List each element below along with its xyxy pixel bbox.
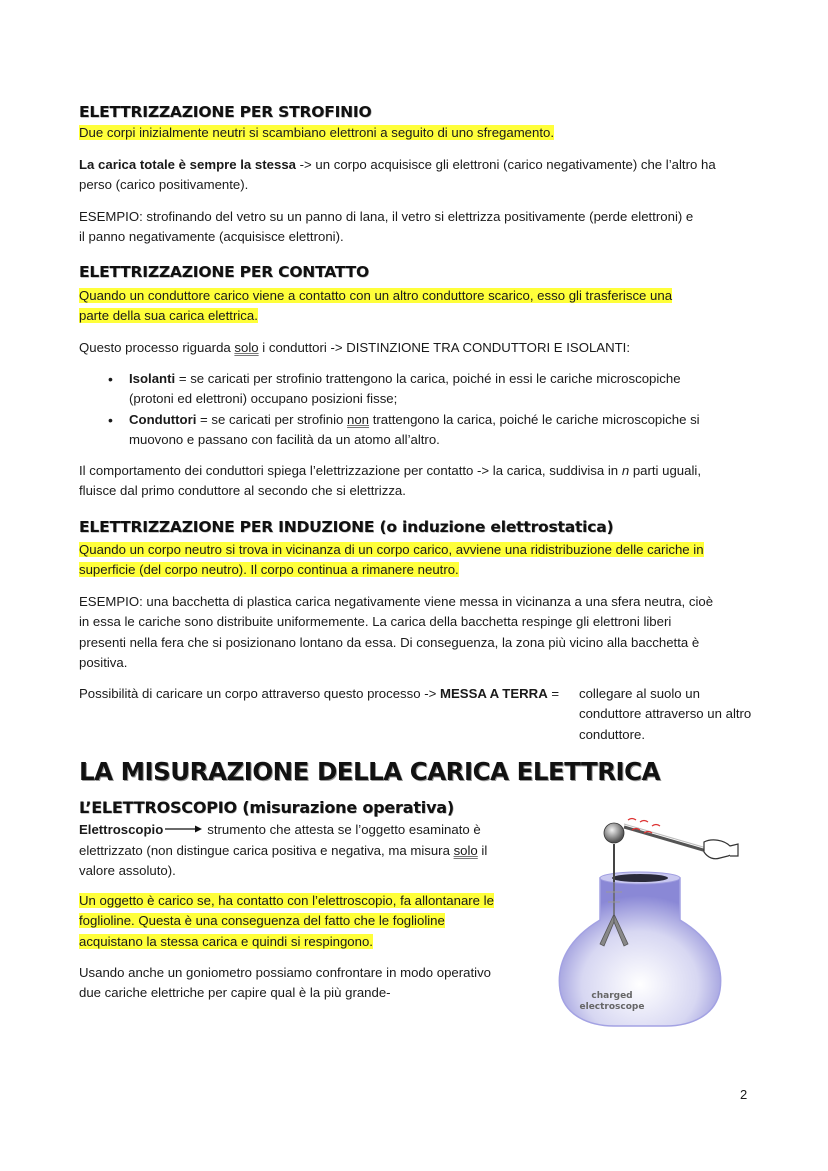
section-title-induzione: ELETTRIZZAZIONE PER INDUZIONE (o induzione elettrostatica)	[79, 518, 614, 536]
figure-caption: charged electroscope	[579, 991, 645, 1012]
bullet-icon: •	[108, 411, 113, 428]
paragraph-goniometro: Usando anche un goniometro possiamo confrontare in modo operativo due cariche elettriche per capire qual è la più grande-	[79, 965, 491, 1001]
definition-strofinio: Due corpi inizialmente neutri si scambiano elettroni a seguito di uno sfregamento.	[79, 125, 555, 140]
conductors-insulators-list	[79, 369, 779, 451]
paragraph-conduttori: Questo processo riguarda solo i conduttori -> DISTINZIONE TRA CONDUTTORI E ISOLANTI:	[79, 340, 631, 355]
section-title-contatto: ELETTRIZZAZIONE PER CONTATTO	[79, 263, 369, 281]
bullet-icon: •	[108, 371, 113, 387]
electroscope-figure	[548, 812, 748, 1032]
list-item-conduttori: • Conduttori = se caricati per strofinio non trattengono la carica, poiché le cariche microscopiche si muovono e passano con facilità da un atomo all’altro.	[108, 411, 700, 448]
subsection-title-elettroscopio: L’ELETTROSCOPIO (misurazione operativa)	[79, 798, 455, 817]
highlight-elettroscopio: Un oggetto è carico se, ha contatto con l’elettroscopio, fa allontanare le foglioline. Questa è una conseguenza del fatto che le foglioline acquistano la stessa carica e quindi si respingono.	[79, 893, 494, 949]
section-title-strofinio: ELETTRIZZAZIONE PER STROFINIO	[79, 103, 372, 121]
list-item-isolanti: • Isolanti = se caricati per strofinio trattengono la carica, poiché in essi le cariche microscopiche (protoni ed elettroni) occupano posizioni fisse;	[108, 371, 681, 407]
paragraph-elettroscopio: Elettroscopio strumento che attesta se l’oggetto esaminato è elettrizzato (non distingue carica positiva e negativa, ma misura solo il valore assoluto).	[79, 822, 488, 879]
paragraph-messa-a-terra: Possibilità di caricare un corpo attraverso questo processo -> MESSA A TERRA =	[79, 686, 560, 701]
example-induzione: ESEMPIO: una bacchetta di plastica carica negativamente viene messa in vicinanza a una sfera neutra, cioè in essa le cariche sono distribuite uniformemente. La carica della bacchetta respinge gli elettroni liberi presenti nella fera che si posizionano lontano da essa. Di conseguenza, la zona più vicino alla bacchetta è positiva.	[79, 594, 714, 671]
definition-induzione: Quando un corpo neutro si trova in vicinanza di un corpo carico, avviene una ridistribuzione delle cariche in superficie (del corpo neutro). Il corpo continua a rimanere neutro.	[79, 542, 704, 578]
paragraph-comportamento: Il comportamento dei conduttori spiega l’elettrizzazione per contatto -> la carica, suddivisa in n parti uguali, fluisce dal primo conduttore al secondo che si elettrizza.	[79, 463, 701, 499]
arrow-right-icon	[165, 820, 203, 840]
paragraph-carica-totale: La carica totale è sempre la stessa -> un corpo acquisisce gli elettroni (carico negativamente) che l’altro ha perso (carico positivamente).	[79, 157, 716, 193]
definition-contatto: Quando un conduttore carico viene a contatto con un altro conduttore scarico, esso gli trasferisce una parte della sua carica elettrica.	[79, 288, 673, 324]
example-strofinio: ESEMPIO: strofinando del vetro su un panno di lana, il vetro si elettrizza positivamente (perde elettroni) e il panno negativamente (acquisisce elettroni).	[79, 209, 694, 245]
messa-a-terra-definition: collegare al suolo un conduttore attraverso un altro conduttore.	[579, 686, 752, 742]
page-number: 2	[740, 1087, 748, 1102]
chapter-title: LA MISURAZIONE DELLA CARICA ELETTRICA	[79, 757, 661, 786]
